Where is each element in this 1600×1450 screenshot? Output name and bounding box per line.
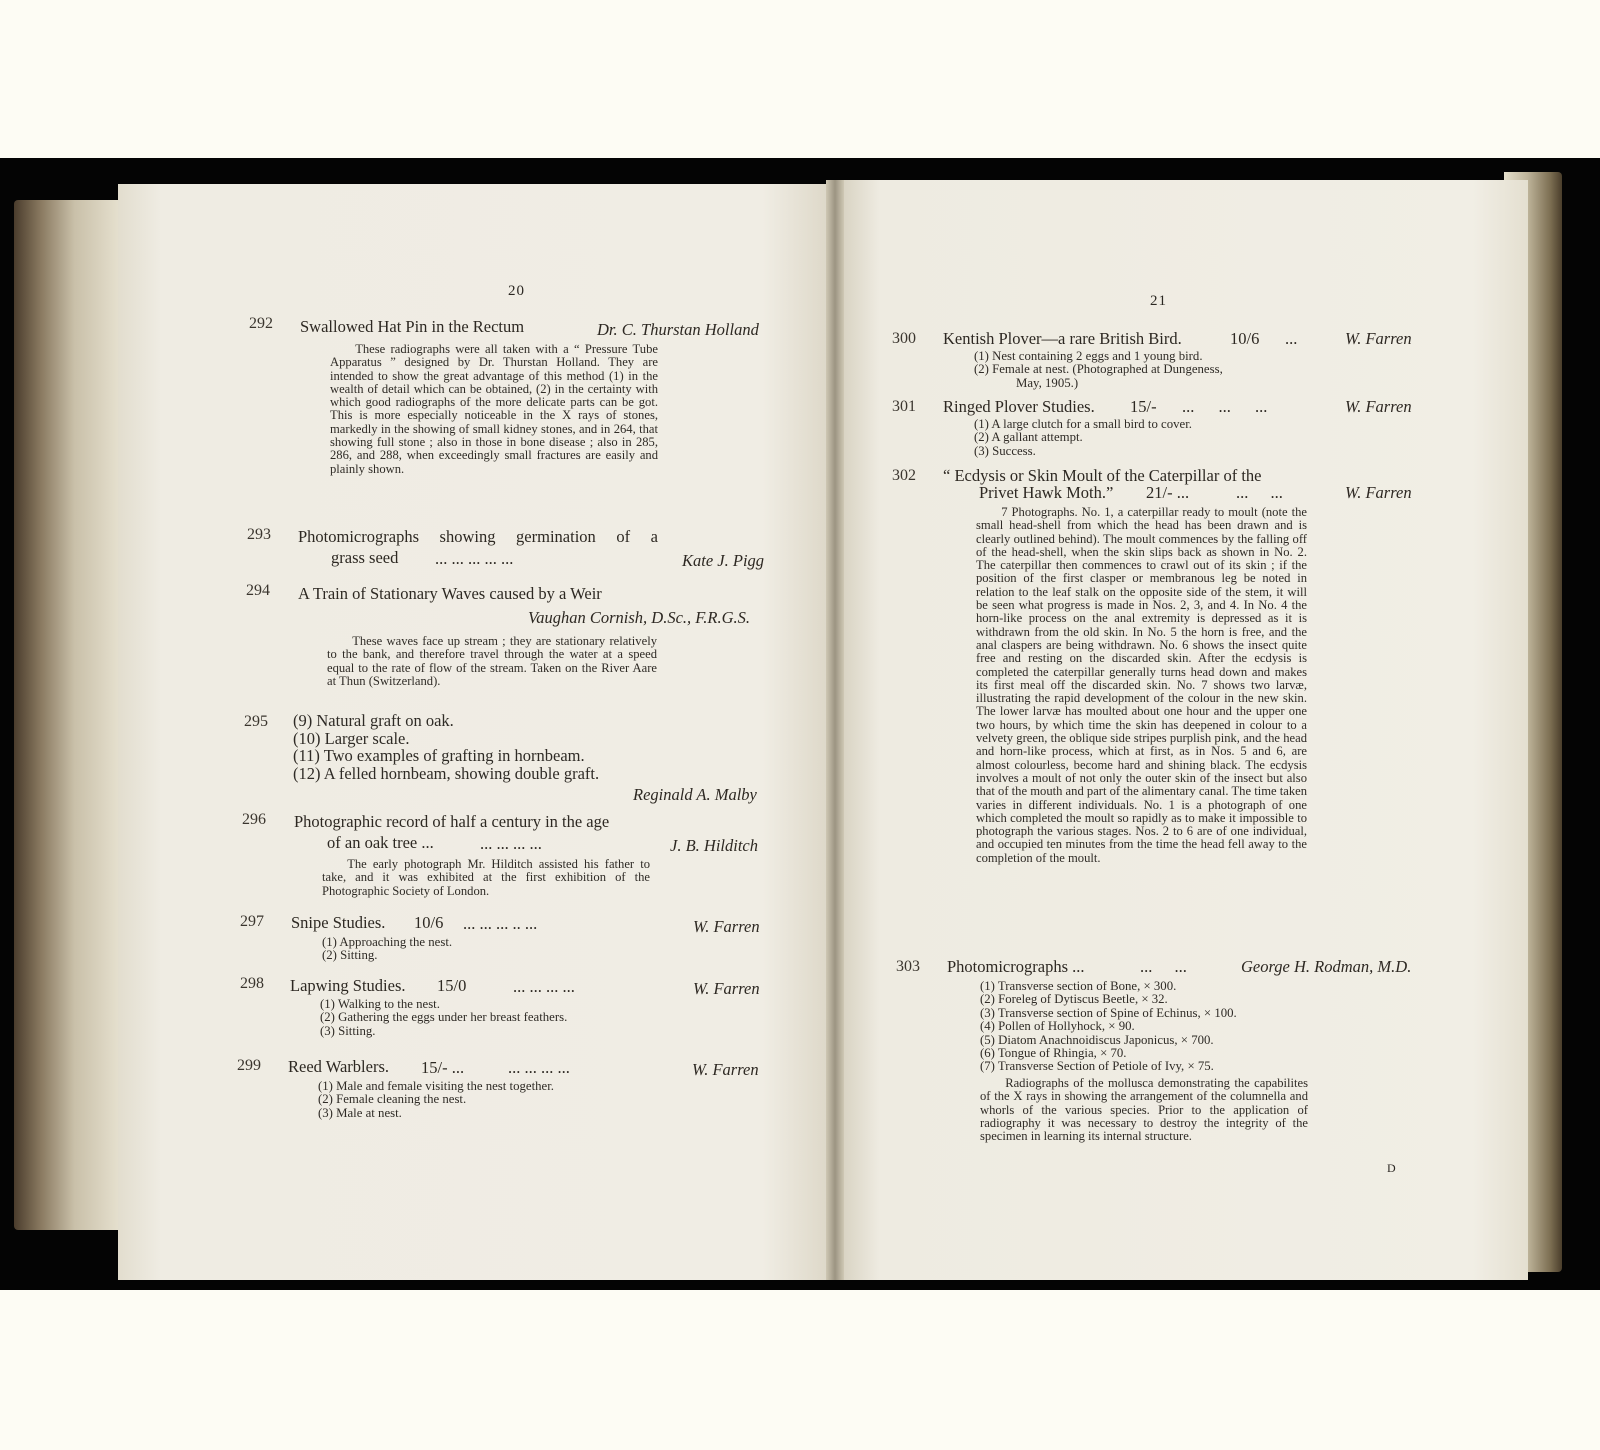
entry-title: Photomicrographs ... xyxy=(947,957,1085,976)
entry-title-line1: Photomicrographs showing germination of a xyxy=(298,527,658,546)
entry-author: Reginald A. Malby xyxy=(633,785,757,804)
entry-author: J. B. Hilditch xyxy=(670,836,758,855)
list-item: (10) Larger scale. xyxy=(293,728,410,748)
entry-author: George H. Rodman, M.D. xyxy=(1241,957,1412,976)
entry-author: Kate J. Pigg xyxy=(682,551,765,570)
entry-title-line2: grass seed xyxy=(331,548,399,567)
list-item: (2) Foreleg of Dytiscus Beetle, × 32. xyxy=(980,992,1168,1007)
entry-title-line1: “ Ecdysis or Skin Moult of the Caterpillar of the xyxy=(943,466,1262,485)
leader-dots: ... ... ... .. ... xyxy=(463,914,538,933)
entry-number: 294 xyxy=(246,582,270,599)
entry-author: W. Farren xyxy=(1345,329,1412,348)
list-item: (3) Success. xyxy=(974,443,1036,458)
page-number: 21 xyxy=(1150,293,1167,309)
entry-item-list xyxy=(974,418,1192,458)
signature-mark: D xyxy=(1387,1161,1396,1175)
entry-item-list xyxy=(293,712,599,782)
book-gutter xyxy=(826,180,844,1280)
entry-title-line2: Privet Hawk Moth.” xyxy=(979,483,1114,502)
entry-item-list xyxy=(974,350,1223,390)
list-item: (1) Approaching the nest. xyxy=(322,935,453,949)
list-item: (6) Tongue of Rhingia, × 70. xyxy=(980,1046,1127,1061)
description-text: The early photograph Mr. Hilditch assisted his father to take, and it was exhibited at the first exhibition of the Photographic Society of London. xyxy=(322,857,650,898)
entry-description xyxy=(322,858,650,898)
leader-dots: ... ... ... ... ... xyxy=(435,549,514,568)
entry-price: 21/- ... xyxy=(1146,483,1190,502)
book-fore-edge-left xyxy=(14,200,124,1230)
list-item: (2) Gathering the eggs under her breast feathers. xyxy=(320,1010,568,1025)
list-item: (11) Two examples of grafting in hornbeam. xyxy=(293,746,585,765)
list-item: (12) A felled hornbeam, showing double graft. xyxy=(293,763,600,783)
entry-author: Vaughan Cornish, D.Sc., F.R.G.S. xyxy=(528,608,750,627)
list-item: (9) Natural graft on oak. xyxy=(293,711,454,730)
entry-number: 295 xyxy=(244,713,268,730)
list-item: (4) Pollen of Hollyhock, × 90. xyxy=(980,1019,1135,1034)
entry-number: 300 xyxy=(892,330,916,347)
list-item: (1) Walking to the nest. xyxy=(320,997,440,1011)
entry-description xyxy=(976,506,1307,865)
entry-number: 302 xyxy=(892,467,916,484)
entry-title: Kentish Plover—a rare British Bird. xyxy=(943,329,1182,348)
description-text: Radiographs of the mollusca demonstrating the capabilites of the X rays in showing the arrangement of the columnella and whorls of the various species. Prior to the application of radiography it was necessary to destroy the integrity of the specimen in learning its internal structure. xyxy=(980,1076,1308,1144)
leader-dots: ... ... ... ... xyxy=(480,834,542,853)
entry-author: W. Farren xyxy=(692,1060,759,1079)
entry-title: A Train of Stationary Waves caused by a Weir xyxy=(298,584,602,603)
entry-title: Swallowed Hat Pin in the Rectum xyxy=(300,317,525,336)
entry-author: W. Farren xyxy=(693,979,760,998)
entry-price: 15/0 xyxy=(437,976,467,995)
entry-price: 10/6 xyxy=(414,913,444,932)
list-item: (1) A large clutch for a small bird to cover. xyxy=(974,417,1192,431)
list-item: (2) Female at nest. (Photographed at Dungeness, xyxy=(974,362,1223,377)
entry-title-line2: of an oak tree ... xyxy=(327,833,434,852)
entry-item-list xyxy=(980,980,1237,1074)
list-item: (3) Sitting. xyxy=(320,1023,376,1038)
leader-dots: ... xyxy=(1285,329,1298,348)
entry-number: 301 xyxy=(892,398,916,415)
entry-item-list xyxy=(320,998,567,1038)
entry-title: Ringed Plover Studies. xyxy=(943,397,1095,416)
leader-dots: ... ... xyxy=(1140,957,1187,976)
entry-description xyxy=(980,1077,1308,1143)
list-item: (5) Diatom Anachnoidiscus Japonicus, × 700. xyxy=(980,1032,1214,1047)
list-item: May, 1905.) xyxy=(1016,375,1079,390)
leader-dots: ... ... ... ... xyxy=(508,1058,570,1077)
page-number: 20 xyxy=(508,283,525,299)
entry-title-line1: Photographic record of half a century in the age xyxy=(294,812,610,831)
list-item: (2) Female cleaning the nest. xyxy=(318,1092,467,1107)
entry-description xyxy=(327,635,657,688)
entry-item-list xyxy=(318,1080,554,1120)
leader-dots: ... ... xyxy=(1236,483,1283,502)
list-item: (2) Sitting. xyxy=(322,948,378,963)
entry-author: Dr. C. Thurstan Holland xyxy=(597,320,759,339)
entry-title: Reed Warblers. xyxy=(288,1057,389,1076)
entry-title: Snipe Studies. xyxy=(291,913,386,932)
entry-number: 293 xyxy=(247,526,271,543)
entry-price: 10/6 xyxy=(1230,329,1260,348)
list-item: (3) Transverse section of Spine of Echinus, × 100. xyxy=(980,1005,1237,1020)
leader-dots: ... ... ... xyxy=(1182,397,1268,416)
entry-price: 15/- xyxy=(1130,397,1157,416)
entry-number: 298 xyxy=(240,975,264,992)
entry-description xyxy=(330,343,658,476)
entry-item-list xyxy=(322,936,452,963)
list-item: (1) Transverse section of Bone, × 300. xyxy=(980,979,1177,993)
entry-title: Lapwing Studies. xyxy=(290,976,406,995)
list-item: (7) Transverse Section of Petiole of Ivy, × 75. xyxy=(980,1059,1214,1074)
entry-author: W. Farren xyxy=(1345,397,1412,416)
leader-dots: ... ... ... ... xyxy=(513,977,575,996)
list-item: (3) Male at nest. xyxy=(318,1105,402,1120)
description-text: 7 Photographs. No. 1, a caterpillar ready to moult (note the small head-shell from which the head has been drawn and is clearly outlined behind). The moult commences by the falling off of the head-shell, when the skin slips back as shown in No. 2. The caterpillar then commences to crawl out of its skin ; if the position of the first clasper or membranous leg be noted in relation to the leaf stalk on the opposite side of the stem, it will be seen what progress is made in Nos. 2, 3, and 4. In No. 4 the horn-like process on the anal extremity is depressed as it is withdrawn from the old skin. In No. 5 the horn is free, and the anal claspers are being withdrawn. No. 6 shows the insect quite free and resting on the discarded skin. After the ecdysis is completed the caterpillar generally turns head down and makes its first meal off the discarded skin. No. 7 shows two larvæ, illustrating the rapid development of the colour in the new skin. The lower larvæ has moulted about one hour and the upper one two hours, by which time the skin has deepened in colour to a velvety green, the oblique side stripes purplish pink, and the head and horn-like process, which at first, as in Nos. 5 and 6, are almost colourless, become hard and shining black. The ecdysis involves a moult of not only the outer skin of the insect but also that of the mouth and part of the alimentary canal. The time taken varies in different individuals. No. 1 is a photograph of one which completed the moult so rapidly as to make it impossible to photograph the various stages. Nos. 2 to 6 are of one individual, and occupied ten minutes from the time the head fell away to the completion of the moult. xyxy=(976,505,1307,865)
description-text: These waves face up stream ; they are stationary relatively to the bank, and therefore travel through the water at a speed equal to the rate of flow of the stream. Taken on the River Aare at Thun (Switzerland). xyxy=(327,634,657,688)
list-item: (2) A gallant attempt. xyxy=(974,430,1083,445)
entry-number: 299 xyxy=(237,1057,261,1074)
entry-number: 303 xyxy=(896,958,920,975)
entry-number: 297 xyxy=(240,913,264,930)
entry-price: 15/- ... xyxy=(421,1058,465,1077)
entry-number: 292 xyxy=(249,315,273,332)
entry-author: W. Farren xyxy=(693,917,760,936)
entry-author: W. Farren xyxy=(1345,483,1412,502)
entry-number: 296 xyxy=(242,811,266,828)
list-item: (1) Male and female visiting the nest together. xyxy=(318,1079,554,1093)
description-text: These radiographs were all taken with a “ Pressure Tube Apparatus ” designed by Dr. Thurstan Holland. They are intended to show the great advantage of this method (1) in the wealth of detail which can be obtained, (2) in the certainty with which good radiographs of the more delicate parts can be got. This is more especially noticeable in the X rays of stones, markedly in the showing of small kidney stones, and in 264, that showing full stone ; also in those in bone disease ; also in 285, 286, and 288, when exceedingly small fractures are easily and plainly shown. xyxy=(330,342,658,476)
list-item: (1) Nest containing 2 eggs and 1 young bird. xyxy=(974,349,1203,363)
